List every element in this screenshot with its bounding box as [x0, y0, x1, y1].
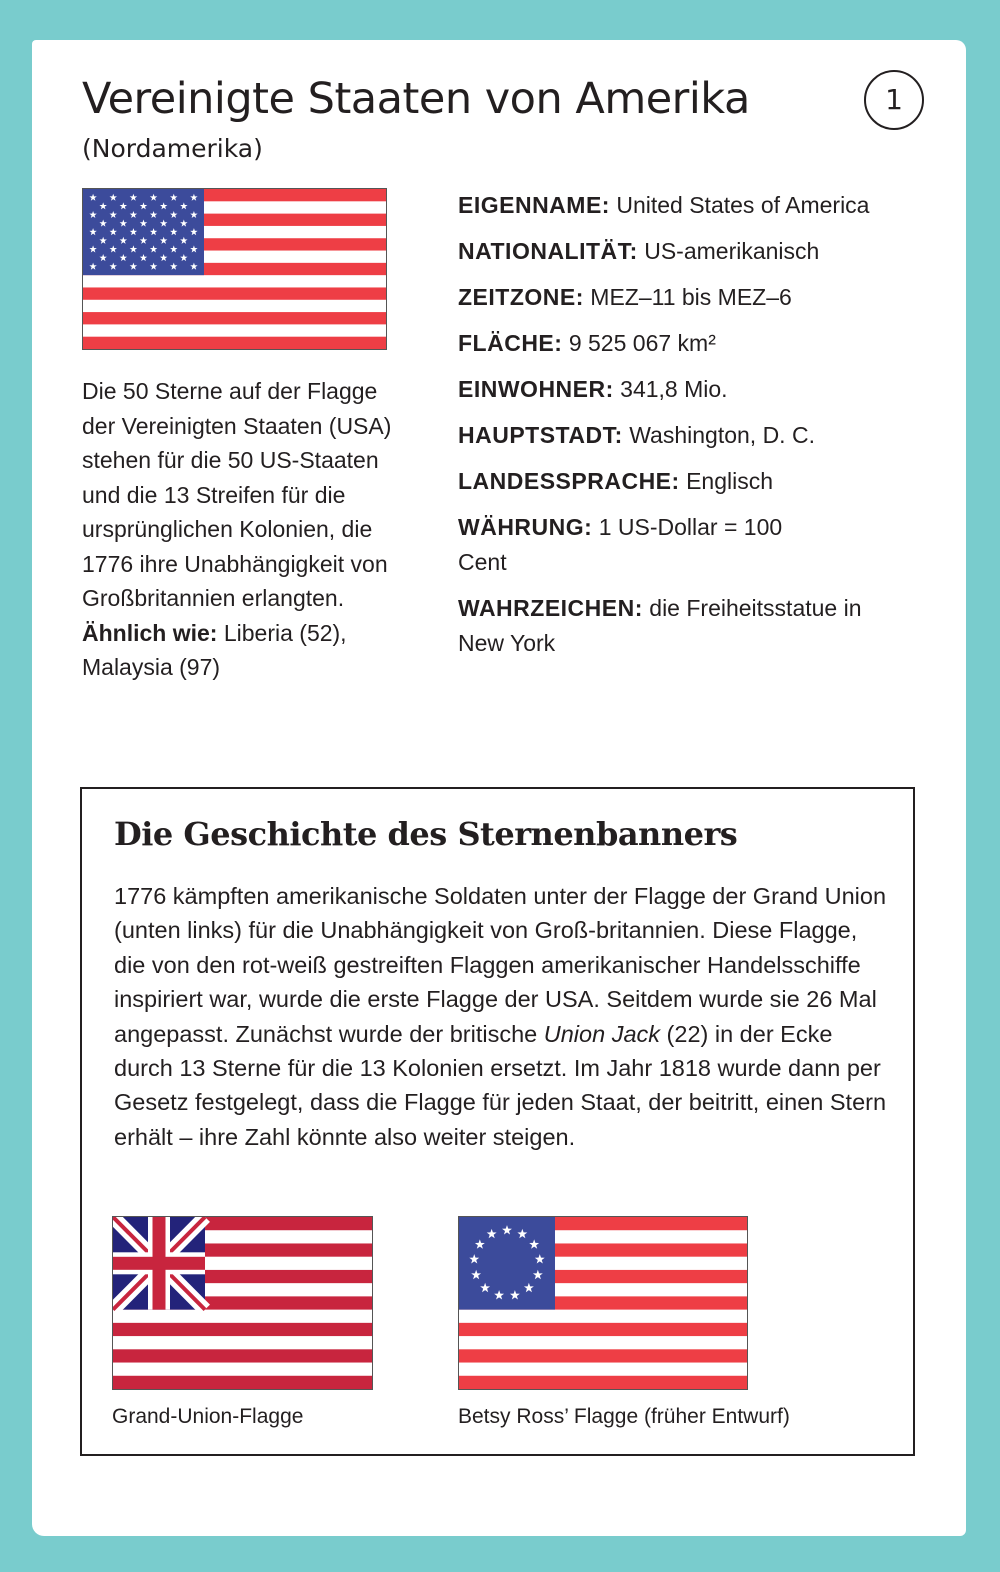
red-stripe: [459, 1323, 747, 1336]
betsy-ross-flag-image: [458, 1216, 748, 1390]
fact-label: NATIONALITÄT:: [458, 238, 638, 264]
history-box: [80, 787, 915, 1456]
history-text-italic: Union Jack: [543, 1020, 661, 1047]
fact-label: WÄHRUNG:: [458, 514, 593, 540]
fact-wahrzeichen: [458, 591, 898, 661]
fact-label: EIGENNAME:: [458, 192, 610, 218]
fact-value: US-amerikanisch: [644, 238, 820, 264]
cross-red: [113, 1257, 205, 1270]
fact-label: LANDESSPRACHE:: [458, 468, 680, 494]
red-stripe: [83, 312, 386, 324]
fact-value: 341,8 Mio.: [620, 376, 728, 402]
page-title: Vereinigte Staaten von Amerika: [82, 74, 750, 124]
history-text-part2: (22) in der Ecke durch 13 Sterne für die 13 Kolonien ersetzt. Im Jahr 1818 wurde dann per Gesetz festgelegt, dass die Flagge für jeden Staat, der beitritt, einen Stern erhält – ihre Zahl könnte also weiter steigen.: [114, 1020, 887, 1150]
grand-union-caption: Grand-Union-Flagge: [112, 1405, 304, 1428]
red-stripe: [459, 1376, 747, 1389]
fact-zeitzone: [458, 280, 938, 315]
fact-value: 9 525 067 km²: [568, 330, 716, 356]
fact-value: Washington, D. C.: [629, 422, 815, 448]
fact-hauptstadt: [458, 418, 938, 453]
fact-value: die Freiheitsstatue in New York: [458, 595, 862, 656]
fact-value: Englisch: [686, 468, 774, 494]
history-text-part1: 1776 kämpften amerikanische Soldaten unter der Flagge der Grand Union (unten links) für die Unabhängigkeit von Groß-britannien. Diese Flagge, die von den rot-weiß gestreiften Flaggen amerikanischer Handelsschiffe inspiriert war, wurde die erste Flagge der USA. Seitdem wurde sie 26 Mal angepasst. Zunächst wurde der britische: [114, 883, 887, 1047]
red-stripe: [459, 1349, 747, 1362]
canton: [83, 189, 204, 275]
fact-flaeche: [458, 326, 938, 361]
red-stripe: [113, 1323, 372, 1336]
fact-label: HAUPTSTADT:: [458, 422, 623, 448]
region-subtitle: (Nordamerika): [82, 134, 263, 163]
red-stripe: [113, 1349, 372, 1362]
fact-waehrung: [458, 510, 788, 580]
fact-value: MEZ–11 bis MEZ–6: [590, 284, 792, 310]
fact-einwohner: [458, 372, 938, 407]
fact-label: FLÄCHE:: [458, 330, 563, 356]
fact-label: ZEITZONE:: [458, 284, 584, 310]
red-stripe: [83, 337, 386, 349]
card-number-badge: 1: [864, 70, 924, 130]
similar-value: Liberia (52), Malaysia (97): [82, 619, 347, 680]
fact-nationalitaet: [458, 234, 938, 269]
facts-list: [458, 188, 938, 672]
fact-label: WAHRZEICHEN:: [458, 595, 643, 621]
usa-flag-image: [82, 188, 387, 350]
similar-label: Ähnlich wie:: [82, 619, 218, 646]
flag-description: [82, 374, 402, 685]
fact-label: EINWOHNER:: [458, 376, 614, 402]
fact-eigenname: [458, 188, 938, 223]
history-title: Die Geschichte des Sternenbanners: [114, 815, 738, 853]
red-stripe: [83, 287, 386, 299]
history-text: [114, 879, 894, 1154]
betsy-ross-caption: Betsy Ross’ Flagge (früher Entwurf): [458, 1405, 790, 1428]
grand-union-flag-image: [112, 1216, 373, 1390]
red-stripe: [113, 1376, 372, 1389]
fact-value: 1 US-Dollar = 100 Cent: [458, 514, 783, 575]
fact-landessprache: [458, 464, 938, 499]
fact-value: United States of America: [616, 192, 870, 218]
description-text: Die 50 Sterne auf der Flagge der Vereinigten Staaten (USA) stehen für die 50 US-Staaten und die 13 Streifen für die ursprünglichen Kolonien, die 1776 ihre Unabhängigkeit von Großbritannien erlangten.: [82, 378, 392, 611]
